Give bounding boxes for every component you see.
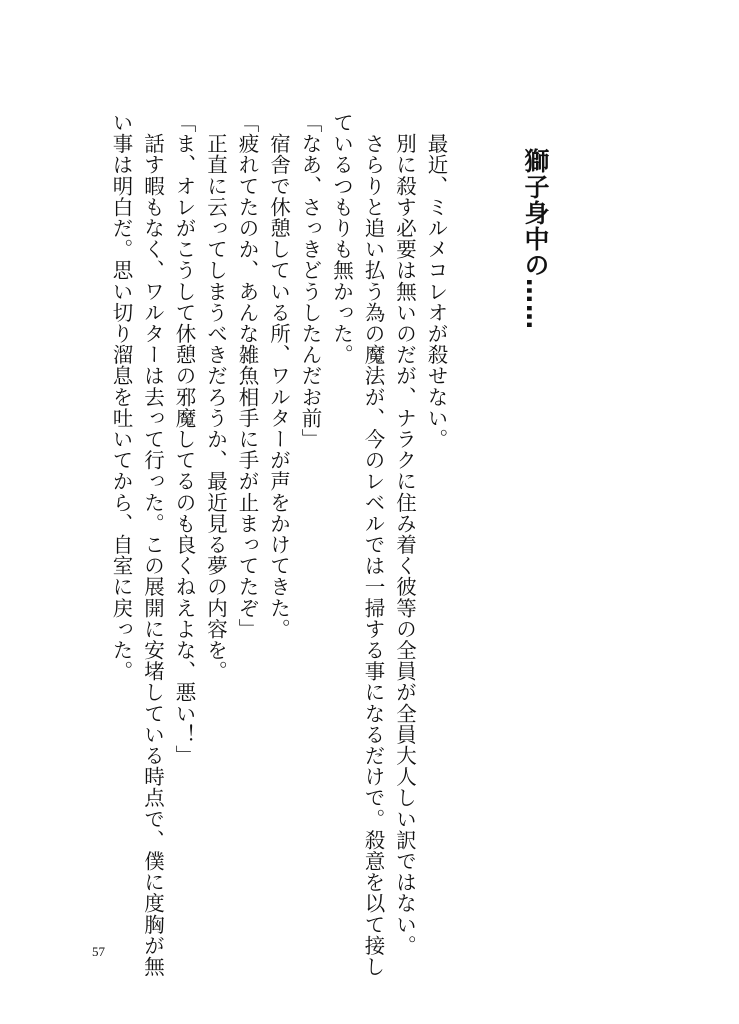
page-number: 57 (92, 944, 105, 959)
chapter-title: 獅子身中の…… (521, 148, 550, 330)
text-line: 別に殺す必要は無いのだが、ナラクに住み着く彼等の全員が全員大人しい訳ではない。 (392, 112, 417, 956)
text-line: 「ま、オレがこうして休憩の邪魔してるのも良くねえよな、悪い！」 (172, 112, 196, 767)
text-line: 最近、ミルメコレオが殺せない。 (424, 112, 448, 450)
text-line: 話す暇もなく、ワルターは去って行った。この展開に安堵している時点で、僕に度胸が無 (140, 112, 165, 978)
text-line: い事は明白だ。思い切り溜息を吐いてから、自室に戻った。 (109, 112, 133, 682)
text-line: ているつもりも無かった。 (329, 112, 354, 366)
text-line: さらりと追い払う為の魔法が、今のレベルでは一掃する事になるだけで。殺意を以て接し (361, 112, 385, 978)
text-line: 宿舎で休憩している所、ワルターが声をかけてきた。 (266, 112, 291, 640)
text-line: 「疲れてたのか、あんな雑魚相手に手が止まってたぞ」 (235, 112, 259, 640)
body-text (105, 112, 452, 978)
text-line: 正直に云ってしまうべきだろうか、最近見る夢の内容を。 (203, 112, 228, 682)
text-line: 「なあ、さっきどうしたんだお前」 (298, 112, 322, 450)
